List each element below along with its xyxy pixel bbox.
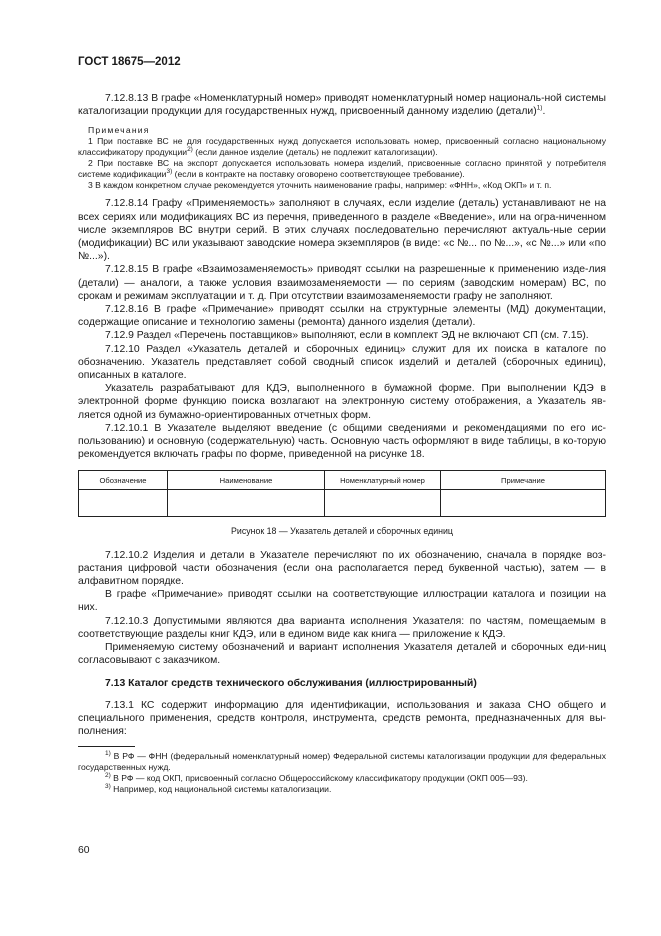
- column-header-item-number: Номенклатурный номер: [325, 471, 441, 490]
- paragraph-7-12-8-14: 7.12.8.14 Графу «Применяемость» заполняют в случаях, если изделие (деталь) устанавливают не на всех сериях или модификациях ВС из перечня, приведенного в разделе «Введение», или на огра-ниченном числе экземпляров ВС внутри серий. В этих случаях последовательно перечисляют актуаль-ные серии (модификации) ВС или указывают заводские номера экземпляров (в виде: «с №... по №...», «с №...» или «по №...»).: [78, 198, 606, 263]
- note-2: 2 При поставке ВС на экспорт допускается использовать номера изделий, присвоенные согласно принятой у потребителя системе кодификации$^{3)}$ (если в контракте на поставку оговорено соответствующее требование).: [78, 158, 606, 180]
- paragraph-primenyaemuyu: Применяемую систему обозначений и вариант исполнения Указателя деталей и сборочных еди-ниц согласовывают с заказчиком.: [78, 642, 606, 667]
- page-number: 60: [78, 845, 90, 856]
- document-body: [78, 92, 606, 795]
- footnote-3: $^{3)}$ Например, код национальной системы каталогизации.: [105, 783, 332, 795]
- table-cell: [79, 490, 168, 517]
- figure-caption: Рисунок 18 — Указатель деталей и сборочных единиц: [231, 526, 453, 537]
- figure-table-header-row: [79, 471, 606, 490]
- column-header-designation: Обозначение: [79, 471, 168, 490]
- document-header: ГОСТ 18675—2012: [78, 56, 181, 68]
- note-3: 3 В каждом конкретном случае рекомендуется уточнить наименование графы, например: «ФНН», «Код ОКП» и т. п.: [88, 180, 552, 191]
- table-cell: [168, 490, 325, 517]
- paragraph-7-12-10-1: 7.12.10.1 В Указателе выделяют введение (с общими сведениями и рекомендациями по его ис-пользованию) и основную (содержательную) часть. Основную часть оформляют в виде таблицы, в ко-торую рекомендуется включать графы по форме, приведенной на рисунке 18.: [78, 422, 606, 461]
- paragraph-primechanie: В графе «Примечание» приводят ссылки на соответствующие иллюстрации каталога и позиции на них.: [78, 589, 606, 614]
- footnote-1: $^{1)}$ В РФ — ФНН (федеральный номенклатурный номер) Федеральной системы каталогизации продукции для федеральных государственных нужд.: [78, 750, 606, 773]
- paragraph-7-12-9: 7.12.9 Раздел «Перечень поставщиков» выполняют, если в комплект ЭД не включают СП (см. 7.15).: [105, 330, 589, 342]
- paragraph-7-12-8-15: 7.12.8.15 В графе «Взаимозаменяемость» приводят ссылки на разрешенные к применению изде-лия (детали) — аналоги, а также условия взаимозаменяемости — по сериям (заводским номерам) ВС, по срокам и режимам эксплуатации и т. д. При отсутствии взаимозаменяемости графу не заполняют.: [78, 264, 606, 302]
- paragraph-7-12-10: 7.12.10 Раздел «Указатель деталей и сборочных единиц» служит для их поиска в каталоге по обозначению. Указатель представляет собой сводный список изделий и деталей (сборочных единиц), описанных в каталоге.: [78, 343, 606, 382]
- column-header-name: Наименование: [168, 471, 325, 490]
- paragraph-ukazatel: Указатель разрабатывают для КДЭ, выполненного в бумажной форме. При выполнении КДЭ в электронной форме функцию поиска возлагают на электронную систему отображения, а Указатель яв-ляется одной из бумажно-ориентированных отчетных форм.: [78, 383, 606, 421]
- footnote-2: $^{2)}$ В РФ — код ОКП, присвоенный согласно Общероссийскому классификатору продукции (ОКП 005—93).: [105, 772, 528, 784]
- section-heading-7-13: 7.13 Каталог средств технического обслуживания (иллюстрированный): [105, 677, 477, 689]
- paragraph-7-12-10-2: 7.12.10.2 Изделия и детали в Указателе перечисляют по их обозначению, сначала в порядке воз-растания цифровой части обозначения (если она располагается перед буквенной частью), затем — в алфавитном порядке.: [78, 549, 606, 588]
- paragraph-7-13-1: 7.13.1 КС содержит информацию для идентификации, использования и заказа СНО общего и специального применения, средств контроля, инструмента, средств ремонта, предназначенных для вы-полнения:: [78, 699, 606, 738]
- paragraph-7-12-8-16: 7.12.8.16 В графе «Примечание» приводят ссылки на структурные элементы (МД) документации, содержащие описание и технологию замены (ремонта) данного изделия (детали).: [78, 304, 606, 329]
- notes-title: Примечания: [88, 125, 150, 136]
- column-header-note: Примечание: [441, 471, 606, 490]
- note-1: 1 При поставке ВС не для государственных нужд допускается использовать номер, присвоенный согласно национальному классификатору продукции$^{2)}$ (если данное изделие (деталь) не подлежит каталогизации).: [78, 136, 606, 158]
- table-cell: [325, 490, 441, 517]
- figure-table-empty-row: [79, 490, 606, 517]
- table-cell: [441, 490, 606, 517]
- figure-18-table: [78, 470, 606, 517]
- paragraph-7-12-8-13: 7.12.8.13 В графе «Номенклатурный номер» приводят номенклатурный номер националь-ной системы каталогизации продукции для государственных нужд, присвоенный данному изделию (детали)$^{1)}$.: [78, 93, 606, 118]
- paragraph-7-12-10-3: 7.12.10.3 Допустимыми являются два варианта исполнения Указателя: по частям, помещаемым в соответствующие разделы книг КДЭ, или в едином виде как книга — приложение к КДЭ.: [78, 615, 606, 640]
- footnote-divider: [78, 746, 135, 747]
